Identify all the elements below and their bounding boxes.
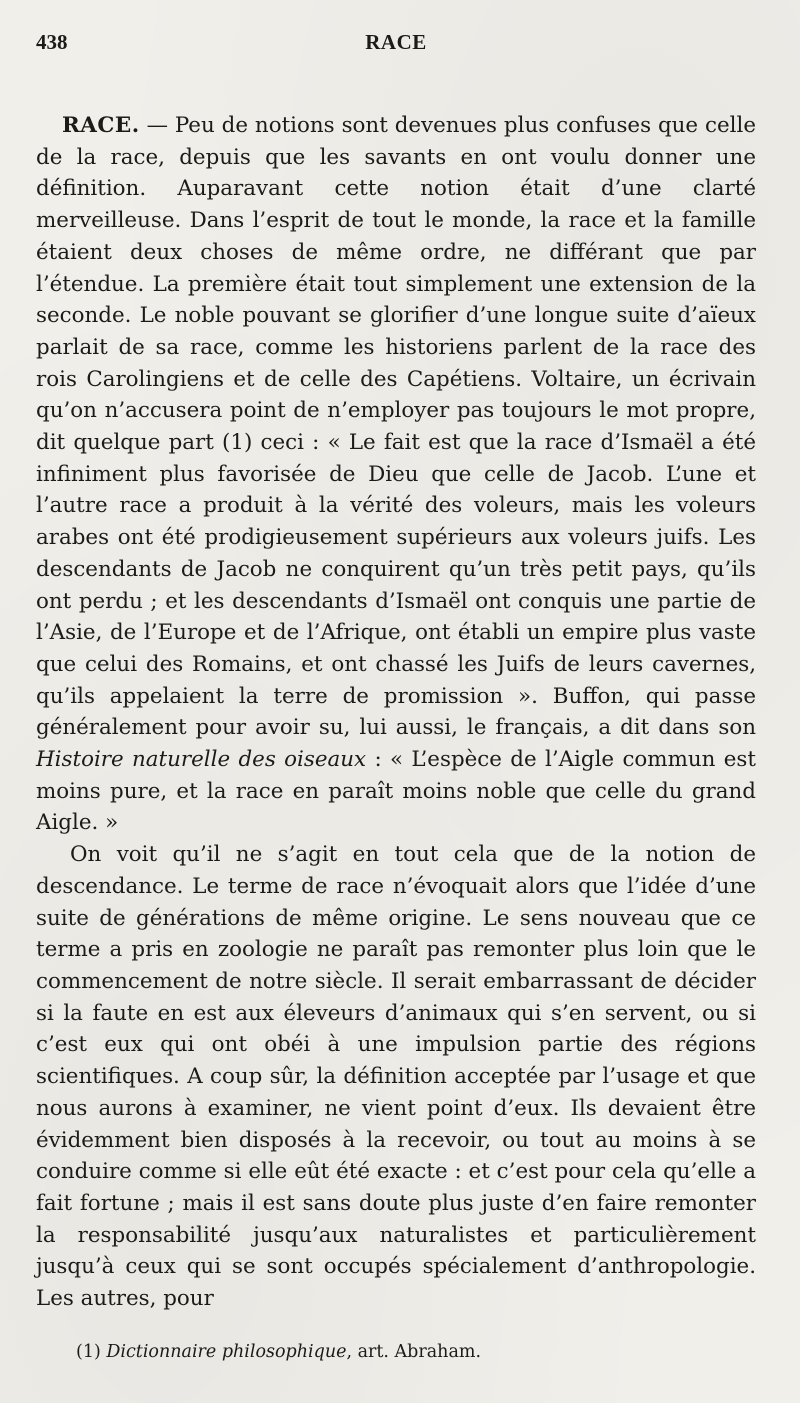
entry-headword: RACE.	[62, 113, 140, 138]
paragraph-1-text-b: : « L’espèce de l’Aigle commun est moins pure, et la race en paraît moins noble que celle du grand Aigle. »	[36, 747, 756, 836]
footnote-rest: , art. Abraham.	[346, 1342, 482, 1362]
paragraph-2: On voit qu’il ne s’agit en tout cela que de la notion de descendance. Le terme de race n’évoquait alors que l’idée d’une suite de générations de même origine. Le sens nouveau que ce terme a pris en zoologie ne paraît pas remonter plus loin que le commencement de notre siècle. Il serait embarrassant de décider si la faute en est aux éleveurs d’animaux qui s’en servent, ou si c’est eux qui ont obéi à une impulsion partie des régions scientifiques. A coup sûr, la définition acceptée par l’usage et que nous aurons à examiner, ne vient point d’eux. Ils devaient être évidemment bien disposés à la recevoir, ou tout au moins à se conduire comme si elle eût été exacte : et c’est pour cela qu’elle a fait fortune ; mais il est sans doute plus juste d’en faire remonter la responsabilité jusqu’aux naturalistes et particulièrement jusqu’à ceux qui se sont occupés spécialement d’anthropologie. Les autres, pour	[36, 842, 756, 1312]
footnote-marker: (1)	[76, 1342, 101, 1362]
running-head	[36, 30, 756, 64]
footnote-title: Dictionnaire philosophique	[106, 1342, 347, 1362]
paragraph-1-text-a: — Peu de notions sont devenues plus confuses que celle de la race, depuis que les savants en ont voulu donner une définition. Auparavant cette notion était d’une clarté merveilleuse. Dans l’esprit de tout le monde, la race et la famille étaient deux choses de même ordre, ne différant que par l’étendue. La première était tout simplement une extension de la seconde. Le noble pouvant se glorifier d’une longue suite d’aïeux parlait de sa race, comme les historiens parlent de la race des rois Carolingiens et de celle des Capétiens. Voltaire, un écrivain qu’on n’accusera point de n’employer pas toujours le mot propre, dit quelque part (1) ceci : « Le fait est que la race d’Ismaël a été infiniment plus favorisée de Dieu que celle de Jacob. L’une et l’autre race a produit à la vérité des voleurs, mais les voleurs arabes ont été prodigieusement supérieurs aux voleurs juifs. Les descendants de Jacob ne conquirent qu’un très petit pays, qu’ils ont perdu ; et les descendants d’Ismaël ont conquis une partie de l’Asie, de l’Europe et de l’Afrique, ont établi un empire plus vaste que celui des Romains, et ont chassé les Juifs de leurs cavernes, qu’ils appelaient la terre de promission ». Buffon, qui passe généralement pour avoir su, lui aussi, le français, a dit dans son	[36, 113, 756, 741]
paragraph-1	[36, 110, 756, 839]
page-number: 438	[36, 30, 68, 54]
footnote	[76, 1340, 481, 1364]
page-title: RACE	[365, 30, 427, 54]
article-body	[36, 110, 756, 1315]
cited-work-title: Histoire naturelle des oiseaux	[36, 747, 367, 773]
